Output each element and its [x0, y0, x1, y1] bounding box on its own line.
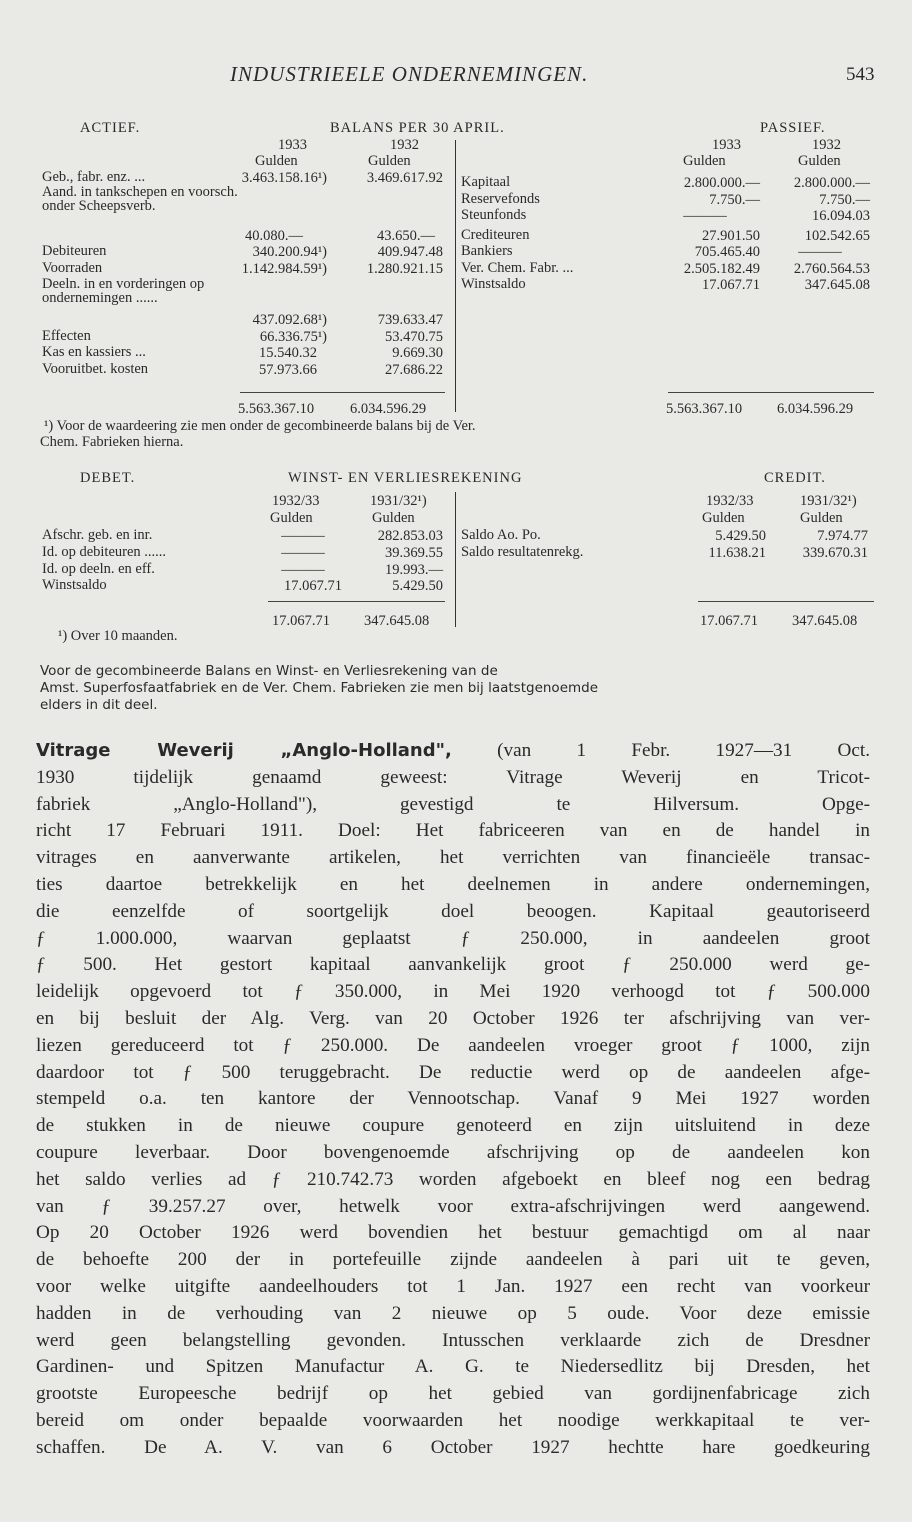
debet-total-2: 347.645.08 — [364, 613, 430, 629]
passief-row-value-1933: 2.800.000.— — [683, 175, 760, 191]
actief-row-label: Deeln. in en vorderingen op ondernemingen ...... — [42, 276, 205, 307]
debet-row-label: Id. op deeln. en eff. — [42, 561, 155, 577]
actief-row-value-1933: 437.092.68¹) — [252, 312, 327, 328]
actief-row-value-1933: 1.142.984.59¹) — [241, 261, 327, 277]
body-line: fabriek „Anglo-Holland"), gevestigd te Hilversum. Opge- — [36, 793, 870, 815]
actief-year-1933: 1933 — [278, 137, 307, 153]
actief-row-value-1932: 409.947.48 — [377, 244, 443, 260]
passief-row-label: Crediteuren — [461, 227, 530, 243]
pl-divider — [455, 492, 456, 627]
credit-total-1: 17.067.71 — [700, 613, 758, 629]
body-line: en bij besluit der Alg. Verg. van 20 October 1926 ter afschrijving van ver- — [36, 1007, 870, 1029]
actief-row-value-1932: 3.469.617.92 — [366, 170, 443, 186]
body-line: Gardinen- und Spitzen Manufactur A. G. te Niedersedlitz bij Dresden, het — [36, 1356, 870, 1378]
actief-currency-1932: Gulden — [368, 153, 411, 169]
body-line: vitrages en aanverwante artikelen, het verrichten van financieële transac- — [36, 847, 870, 869]
actief-row-label: Debiteuren — [42, 243, 107, 259]
debet-row-value-1: ——— — [281, 545, 325, 561]
passief-row-value-1933: 17.067.71 — [702, 277, 760, 293]
balance-title: BALANS PER 30 APRIL. — [330, 120, 505, 136]
actief-row-value-1933: 57.973.66 — [259, 362, 317, 378]
body-line: schaffen. De A. V. van 6 October 1927 hechtte hare goedkeuring — [36, 1436, 870, 1458]
actief-row-label: Effecten — [42, 328, 91, 344]
passief-currency-1932: Gulden — [798, 153, 841, 169]
passief-total-rule — [668, 392, 874, 393]
passief-row-value-1933: ——— — [683, 208, 727, 224]
balance-actief-label: ACTIEF. — [80, 120, 141, 136]
body-line: ƒ 1.000.000, waarvan geplaatst ƒ 250.000, in aandeelen groot — [36, 927, 870, 949]
pl-footnote: ¹) Over 10 maanden. — [58, 628, 178, 644]
passief-row-value-1933: 705.465.40 — [694, 244, 760, 260]
passief-row-value-1932: 347.645.08 — [804, 277, 870, 293]
credit-row-value-2: 339.670.31 — [802, 545, 868, 561]
body-line: bereid om onder bepaalde voorwaarden het noodige werkkapitaal te ver- — [36, 1409, 870, 1431]
passief-row-value-1932: ——— — [798, 244, 842, 260]
body-line: hadden in de verhouding van 2 nieuwe op 5 oude. Voor deze emissie — [36, 1302, 870, 1324]
passief-year-1932: 1932 — [812, 137, 841, 153]
company-description — [36, 738, 870, 1462]
credit-row-value-2: 7.974.77 — [817, 528, 868, 544]
passief-row-label: Steunfonds — [461, 207, 527, 223]
running-header-title: INDUSTRIEELE ONDERNEMINGEN. — [230, 62, 589, 86]
debet-row-value-2: 282.853.03 — [377, 528, 443, 544]
actief-total-1932: 6.034.596.29 — [350, 401, 427, 417]
actief-total-rule — [240, 392, 445, 393]
actief-row-value-1933: 3.463.158.16¹) — [241, 170, 327, 186]
actief-row-label: Kas en kassiers ... — [42, 344, 146, 360]
debet-total-1: 17.067.71 — [272, 613, 330, 629]
passief-row-label: Kapitaal — [461, 174, 511, 190]
combined-accounts-note-line3: elders in dit deel. — [40, 697, 158, 713]
credit-row-value-1: 5.429.50 — [715, 528, 766, 544]
company-name: Vitrage Weverij „Anglo-Holland", — [36, 740, 452, 761]
passief-row-label: Winstsaldo — [461, 276, 526, 292]
credit-row-value-1: 11.638.21 — [708, 545, 766, 561]
passief-row-value-1933: 7.750.— — [709, 192, 760, 208]
balance-footnote-cont: Chem. Fabrieken hierna. — [40, 434, 184, 450]
balance-footnote: ¹) Voor de waardeering zie men onder de gecombineerde balans bij de Ver. — [44, 418, 476, 434]
passief-row-value-1932: 7.750.— — [819, 192, 870, 208]
body-line: de behoefte 200 der in portefeuille zijnde aandeelen à pari uit te geven, — [36, 1249, 870, 1271]
actief-row-label: Aand. in tankschepen en voorsch. onder Scheepsverb. — [42, 184, 238, 215]
passief-row-value-1932: 2.800.000.— — [793, 175, 870, 191]
credit-currency-2: Gulden — [800, 510, 843, 526]
debet-year-2: 1931/32¹) — [370, 493, 427, 509]
debet-row-label: Winstsaldo — [42, 577, 107, 593]
actief-row-value-1932: 43.650.— — [377, 228, 435, 244]
actief-row-value-1932: 9.669.30 — [392, 345, 443, 361]
passief-row-label: Ver. Chem. Fabr. ... — [461, 260, 574, 276]
body-line: Op 20 October 1926 werd bovendien het bestuur gemachtigd om al naar — [36, 1222, 870, 1244]
actief-row-value-1933: 66.336.75¹) — [259, 329, 327, 345]
credit-total-2: 347.645.08 — [792, 613, 858, 629]
body-line: 1930 tijdelijk genaamd geweest: Vitrage Weverij en Tricot- — [36, 766, 870, 788]
debet-year-1: 1932/33 — [272, 493, 320, 509]
debet-row-value-1: ——— — [281, 562, 325, 578]
debet-row-value-2: 39.369.55 — [385, 545, 443, 561]
credit-year-1: 1932/33 — [706, 493, 754, 509]
passief-row-value-1933: 2.505.182.49 — [683, 261, 760, 277]
debet-row-label: Id. op debiteuren ...... — [42, 544, 167, 560]
balance-passief-label: PASSIEF. — [760, 120, 826, 136]
passief-row-value-1933: 27.901.50 — [702, 228, 760, 244]
passief-total-1932: 6.034.596.29 — [777, 401, 854, 417]
actief-row-label: Geb., fabr. enz. ... — [42, 169, 146, 185]
credit-total-rule — [698, 601, 874, 602]
pl-credit-label: CREDIT. — [764, 470, 826, 486]
passief-currency-1933: Gulden — [683, 153, 726, 169]
combined-accounts-note-line2: Amst. Superfosfaatfabriek en de Ver. Chem. Fabrieken zie men bij laatstgenoemde — [40, 680, 599, 696]
actief-row-value-1933: 40.080.— — [245, 228, 303, 244]
debet-row-label: Afschr. geb. en inr. — [42, 527, 153, 543]
debet-row-value-1: ——— — [281, 528, 325, 544]
passief-row-value-1932: 2.760.564.53 — [793, 261, 870, 277]
passief-total-1933: 5.563.367.10 — [666, 401, 743, 417]
body-line: grootste Europeesche bedrijf op het gebied van gordijnenfabricage zich — [36, 1383, 870, 1405]
debet-total-rule — [268, 601, 445, 602]
actief-row-value-1933: 15.540.32 — [259, 345, 317, 361]
pl-debet-label: DEBET. — [80, 470, 136, 486]
passief-row-value-1932: 16.094.03 — [812, 208, 870, 224]
debet-row-value-1: 17.067.71 — [284, 578, 342, 594]
body-line: richt 17 Februari 1911. Doel: Het fabriceeren van en de handel in — [36, 820, 870, 842]
credit-row-label: Saldo resultatenrekg. — [461, 544, 584, 560]
body-line: de stukken in de nieuwe coupure genoteerd en zijn uitsluitend in deze — [36, 1115, 870, 1137]
credit-row-label: Saldo Ao. Po. — [461, 527, 541, 543]
passief-row-value-1932: 102.542.65 — [804, 228, 870, 244]
actief-total-1933: 5.563.367.10 — [238, 401, 315, 417]
body-line: stempeld o.a. ten kantore der Vennootschap. Vanaf 9 Mei 1927 worden — [36, 1088, 870, 1110]
actief-row-value-1932: 739.633.47 — [377, 312, 443, 328]
body-line: liezen gereduceerd tot ƒ 250.000. De aandeelen vroeger groot ƒ 1000, zijn — [36, 1034, 870, 1056]
body-line: leidelijk opgevoerd tot ƒ 350.000, in Mei 1920 verhoogd tot ƒ 500.000 — [36, 981, 870, 1003]
balance-divider — [455, 140, 456, 412]
actief-row-value-1932: 27.686.22 — [385, 362, 443, 378]
debet-row-value-2: 19.993.— — [385, 562, 443, 578]
body-line: daardoor tot ƒ 500 teruggebracht. De reductie werd op de aandeelen afge- — [36, 1061, 870, 1083]
debet-currency-1: Gulden — [270, 510, 313, 526]
passief-year-1933: 1933 — [712, 137, 741, 153]
actief-year-1932: 1932 — [390, 137, 419, 153]
body-line: die eenzelfde of soortgelijk doel beoogen. Kapitaal geautoriseerd — [36, 900, 870, 922]
credit-year-2: 1931/32¹) — [800, 493, 857, 509]
body-line: ƒ 500. Het gestort kapitaal aanvankelijk groot ƒ 250.000 werd ge- — [36, 954, 870, 976]
actief-row-label: Voorraden — [42, 260, 103, 276]
body-line: van ƒ 39.257.27 over, hetwelk voor extra-afschrijvingen werd aangewend. — [36, 1195, 870, 1217]
debet-row-value-2: 5.429.50 — [392, 578, 443, 594]
debet-currency-2: Gulden — [372, 510, 415, 526]
actief-currency-1933: Gulden — [255, 153, 298, 169]
actief-row-value-1932: 53.470.75 — [385, 329, 443, 345]
pl-title: WINST- EN VERLIESREKENING — [288, 470, 523, 486]
body-line: ties daartoe betrekkelijk en het deelnemen in andere ondernemingen, — [36, 873, 870, 895]
passief-row-label: Reservefonds — [461, 191, 540, 207]
body-line: werd geen belangstelling gevonden. Intusschen verklaarde zich de Dresdner — [36, 1329, 870, 1351]
body-line: coupure leverbaar. Door bovengenoemde afschrijving op de aandeelen kon — [36, 1141, 870, 1163]
actief-row-label: Vooruitbet. kosten — [42, 361, 149, 377]
body-line-first: Vitrage Weverij „Anglo-Holland", (van 1 Febr. 1927—31 Oct. — [36, 740, 870, 761]
page-number: 543 — [846, 64, 875, 85]
credit-currency-1: Gulden — [702, 510, 745, 526]
combined-accounts-note-line1: Voor de gecombineerde Balans en Winst- en Verliesrekening van de — [40, 663, 498, 679]
actief-row-value-1933: 340.200.94¹) — [252, 244, 327, 260]
body-line: het saldo verlies ad ƒ 210.742.73 worden afgeboekt en bleef nog een bedrag — [36, 1168, 870, 1190]
passief-row-label: Bankiers — [461, 243, 513, 259]
actief-row-value-1932: 1.280.921.15 — [366, 261, 443, 277]
body-line: voor welke uitgifte aandeelhouders tot 1 Jan. 1927 een recht van voorkeur — [36, 1275, 870, 1297]
